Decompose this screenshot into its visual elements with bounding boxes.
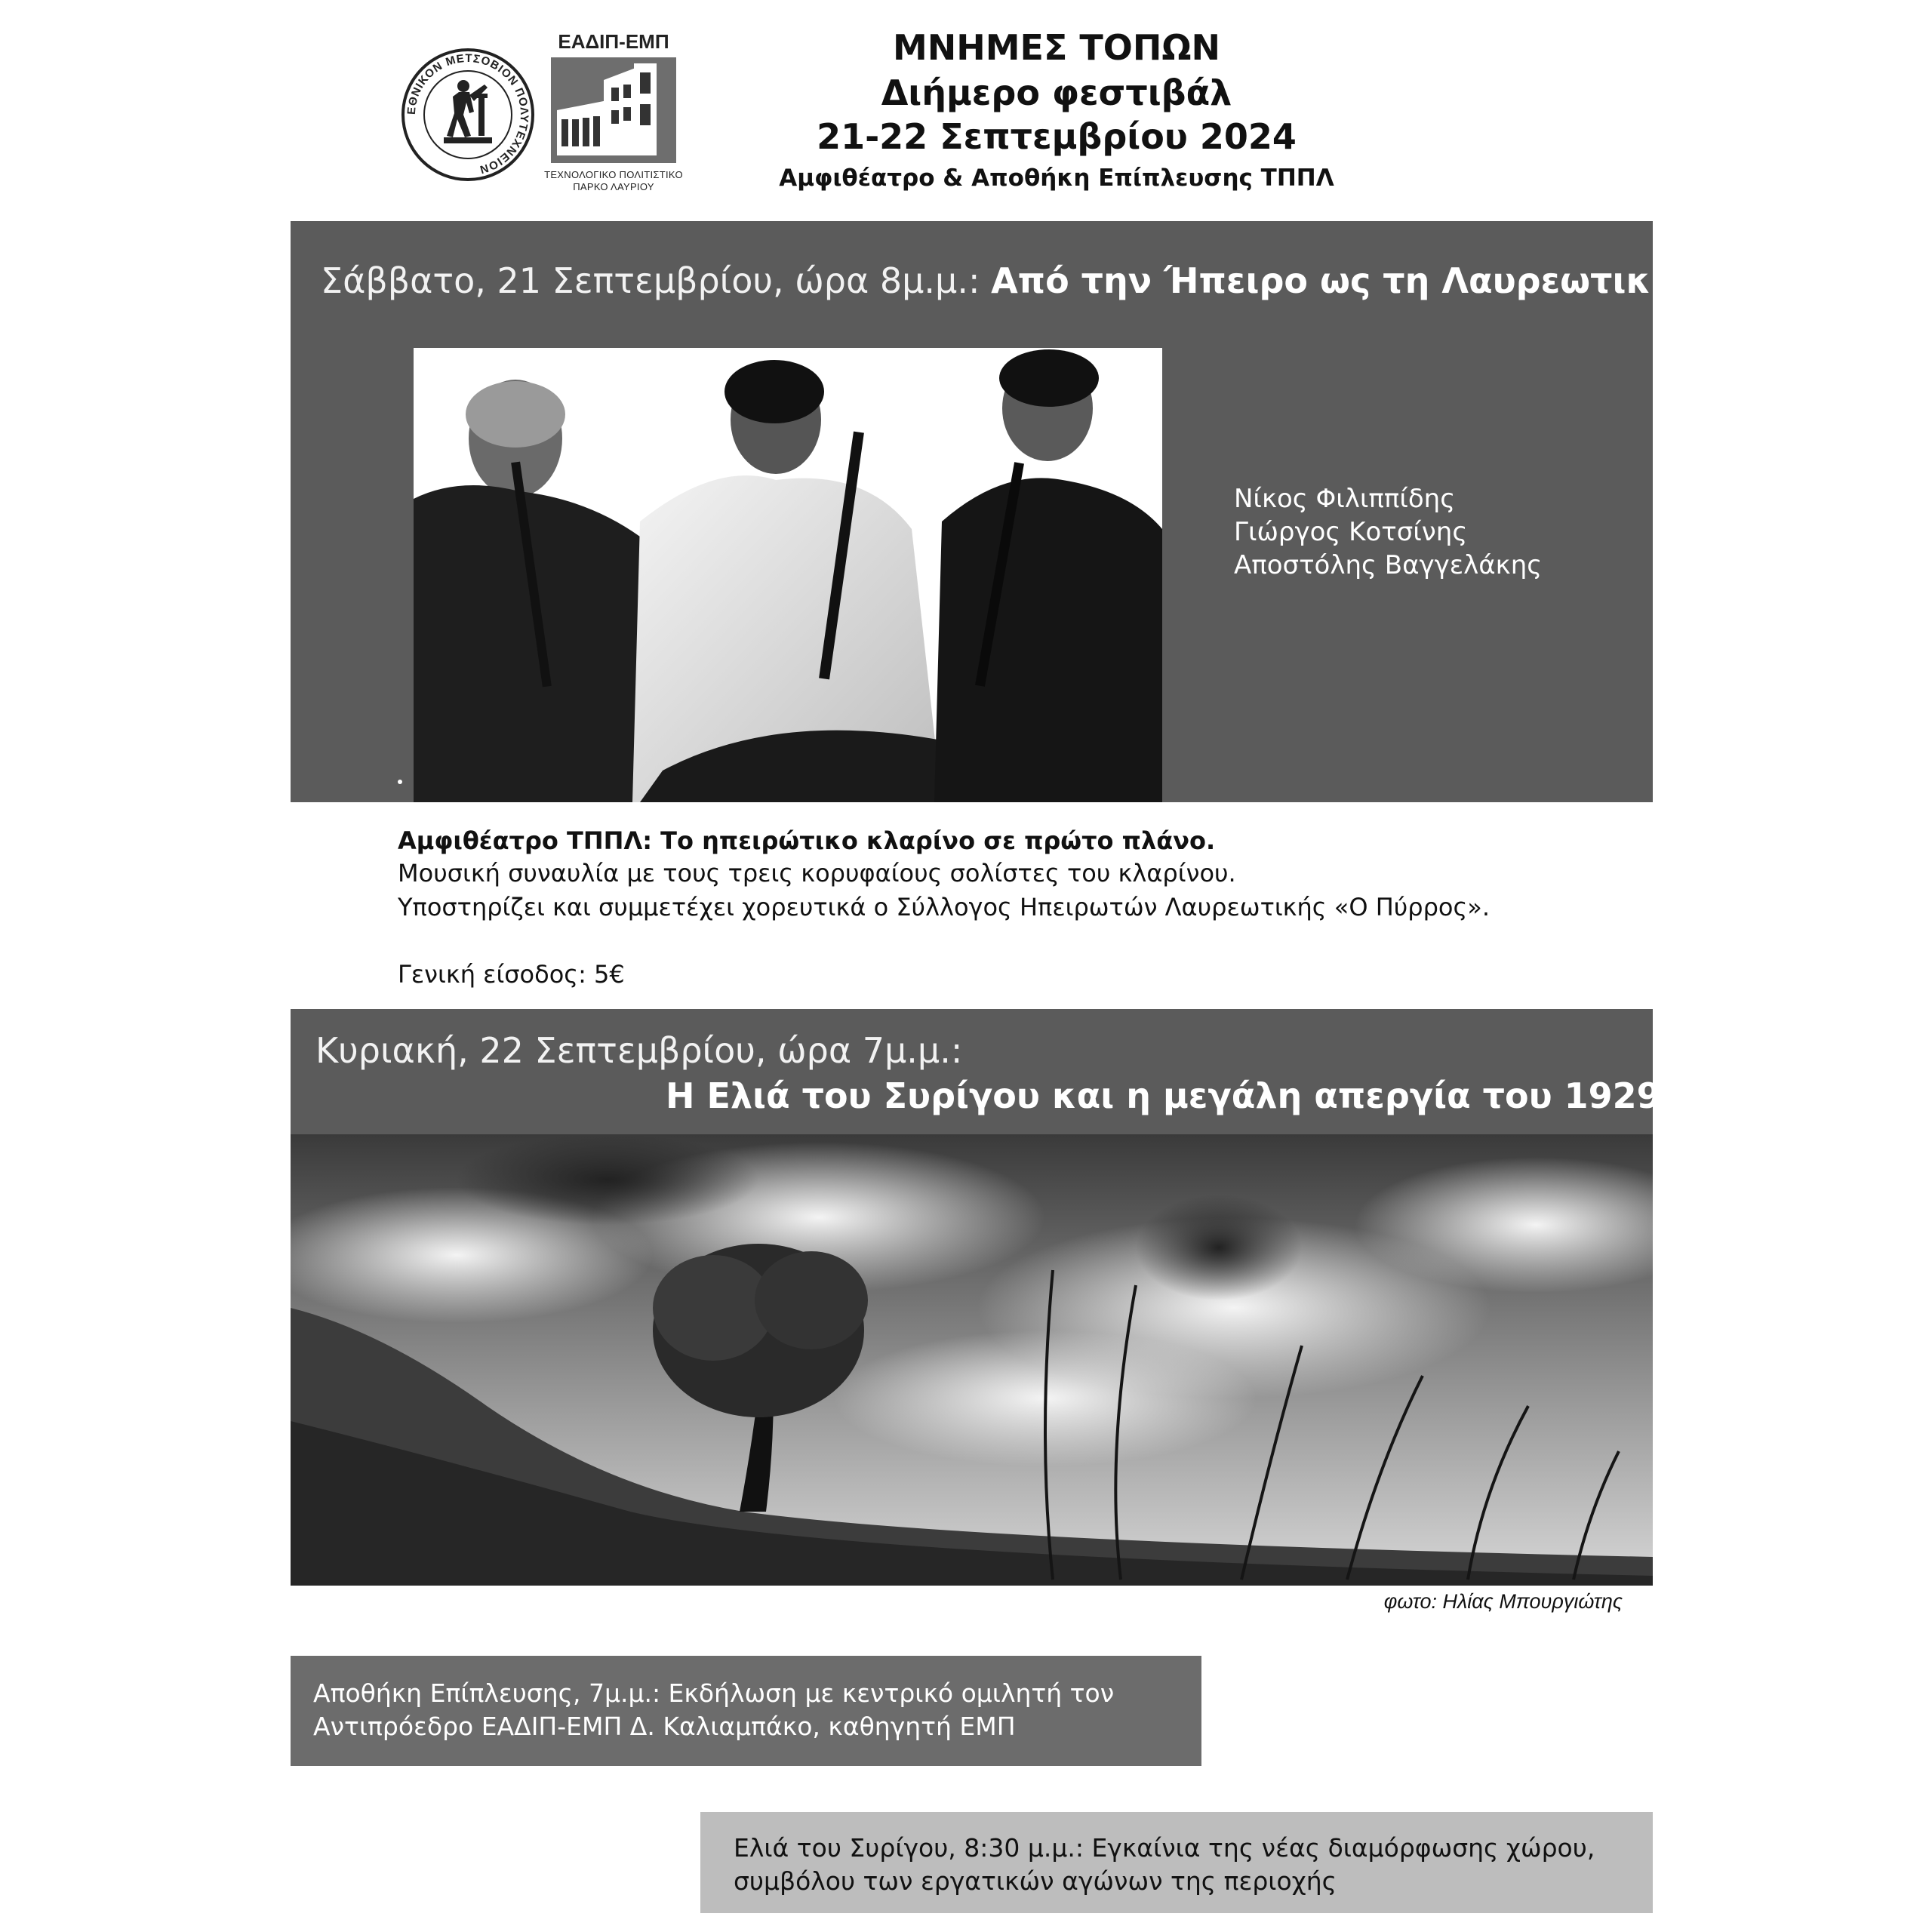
warehouse-event-line: Αντιπρόεδρο ΕΑΔΙΠ-ΕΜΠ Δ. Καλιαμπάκο, καθηγητή ΕΜΠ [313, 1712, 1016, 1741]
admission-price: Γενική είσοδος: 5€ [398, 960, 625, 989]
saturday-heading [321, 260, 1675, 301]
festival-subtitle: Διήμερο φεστιβάλ [881, 72, 1232, 113]
eadip-subtitle-2: ΠΑΡΚΟ ΛΑΥΡΙΟΥ [573, 181, 654, 192]
sunday-panel [291, 1009, 1661, 1134]
concert-description-line: Μουσική συναυλία με τους τρεις κορυφαίους σολίστες του κλαρίνου. [398, 859, 1236, 888]
concert-description-line: Υποστηρίζει και συμμετέχει χορευτικά ο Σύλλογος Ηπειρωτών Λαυρεωτικής «Ο Πύρρος». [398, 893, 1490, 921]
olive-event-line: Ελιά του Συρίγου, 8:30 μ.μ.: Εγκαίνια της νέας διαμόρφωσης χώρου, [734, 1833, 1595, 1863]
decorative-dot [398, 780, 402, 784]
olive-tree-photo [291, 1134, 1653, 1586]
eadip-logo [542, 30, 685, 192]
saturday-panel [291, 221, 1675, 802]
warehouse-event-box [291, 1656, 1201, 1766]
saturday-heading-title: Από την Ήπειρο ως τη Λαυρεωτική [991, 260, 1675, 301]
saturday-heading-prefix: Σάββατο, 21 Σεπτεμβρίου, ώρα 8μ.μ.: [321, 260, 980, 301]
concert-venue-line: Αμφιθέατρο ΤΠΠΛ: Το ηπειρώτικο κλαρίνο σε πρώτο πλάνο. [398, 826, 1216, 855]
ntua-ring-text: ΕΘΝΙΚΟΝ ΜΕΤΣΟΒΙΟΝ ΠΟΛΥΤΕΧΝΕΙΟΝ [405, 51, 531, 177]
clarinetists-photo [414, 348, 1162, 802]
performer-name: Νίκος Φιλιππίδης [1234, 484, 1456, 514]
warehouse-event-line: Αποθήκη Επίπλευσης, 7μ.μ.: Εκδήλωση με κεντρικό ομιλητή τον [313, 1678, 1115, 1708]
eadip-name: ΕΑΔΙΠ-ΕΜΠ [558, 30, 669, 53]
performer-name: Αποστόλης Βαγγελάκης [1234, 550, 1543, 580]
ntua-logo [400, 47, 536, 183]
eadip-subtitle-1: ΤΕΧΝΟΛΟΓΙΚΟ ΠΟΛΙΤΙΣΤΙΚΟ [544, 169, 683, 180]
sunday-heading-date: Κυριακή, 22 Σεπτεμβρίου, ώρα 7μ.μ.: [315, 1030, 963, 1071]
performer-name: Γιώργος Κοτσίνης [1234, 517, 1468, 547]
olive-event-box [700, 1812, 1653, 1913]
festival-title: ΜΝΗΜΕΣ ΤΟΠΩΝ [893, 27, 1220, 68]
olive-event-line: συμβόλου των εργατικών αγώνων της περιοχής [734, 1866, 1337, 1896]
festival-dates: 21-22 Σεπτεμβρίου 2024 [817, 116, 1297, 157]
photo-credit: φωτο: Ηλίας Μπουργιώτης [1383, 1590, 1623, 1613]
festival-venue: Αμφιθέατρο & Αποθήκη Επίπλευσης ΤΠΠΛ [779, 165, 1334, 192]
sunday-heading-title: Η Ελιά του Συρίγου και η μεγάλη απεργία του 1929 [666, 1075, 1661, 1116]
